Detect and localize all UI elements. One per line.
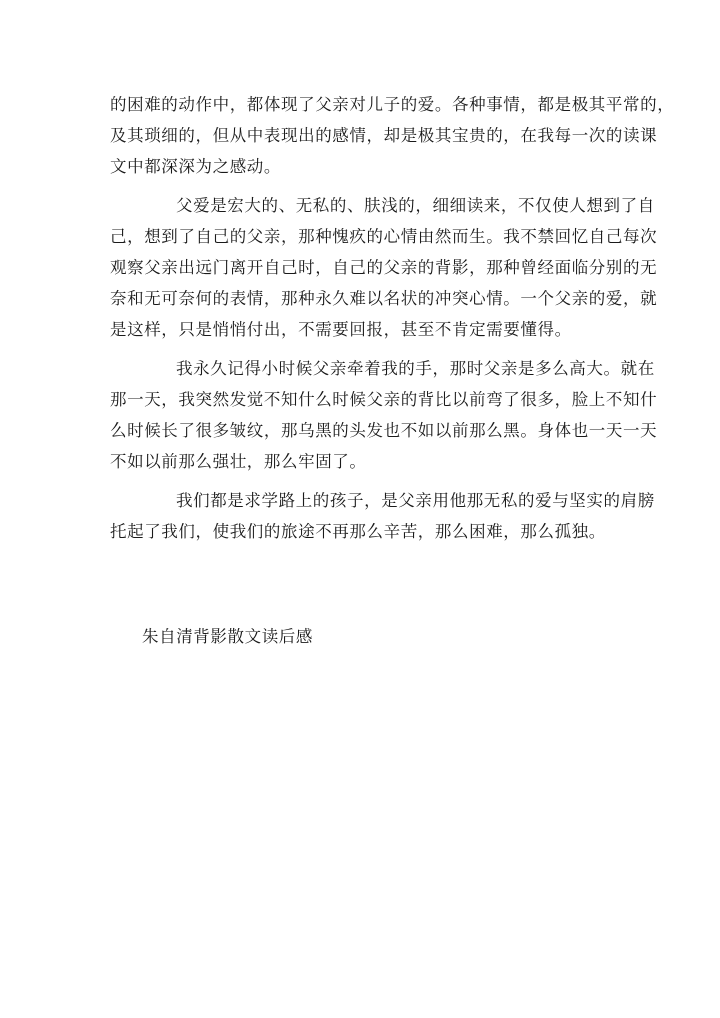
paragraph-line: 么时候长了很多皱纹，那乌黑的头发也不如以前那么黑。身体也一天一天 (110, 421, 658, 440)
paragraph-line: 我们都是求学路上的孩子，是父亲用他那无私的爱与坚实的肩膀 (176, 491, 655, 510)
paragraph-4 (110, 485, 655, 547)
paragraph-1 (110, 89, 675, 182)
paragraph-3 (110, 353, 658, 477)
paragraph-line: 及其琐细的，但从中表现出的感情，却是极其宝贵的，在我每一次的读课 (110, 126, 658, 145)
paragraph-line: 托起了我们，使我们的旅途不再那么辛苦，那么困难，那么孤独。 (110, 522, 606, 541)
paragraph-line: 观察父亲出远门离开自己时，自己的父亲的背影，那种曾经面临分别的无 (110, 258, 658, 277)
essay-body (110, 89, 675, 555)
paragraph-line: 不如以前那么强壮，那么牢固了。 (110, 452, 367, 471)
paragraph-line: 文中都深深为之感动。 (110, 157, 281, 176)
paragraph-line: 己，想到了自己的父亲，那种愧疚的心情由然而生。我不禁回忆自己每次 (110, 227, 658, 246)
paragraph-line: 是这样，只是悄悄付出，不需要回报，甚至不肯定需要懂得。 (110, 320, 572, 339)
essay-title-footer: 朱自清背影散文读后感 (142, 627, 313, 646)
paragraph-line: 父爱是宏大的、无私的、肤浅的，细细读来，不仅使人想到了自 (176, 196, 655, 215)
paragraph-line: 那一天，我突然发觉不知什么时候父亲的背比以前弯了很多，脸上不知什 (110, 390, 658, 409)
paragraph-line: 的困难的动作中，都体现了父亲对儿子的爱。各种事情，都是极其平常的， (110, 95, 675, 114)
paragraph-line: 奈和无可奈何的表情，那种永久难以名状的冲突心情。一个父亲的爱，就 (110, 289, 658, 308)
paragraph-2 (110, 190, 658, 345)
paragraph-line: 我永久记得小时候父亲牵着我的手，那时父亲是多么高大。就在 (176, 359, 655, 378)
